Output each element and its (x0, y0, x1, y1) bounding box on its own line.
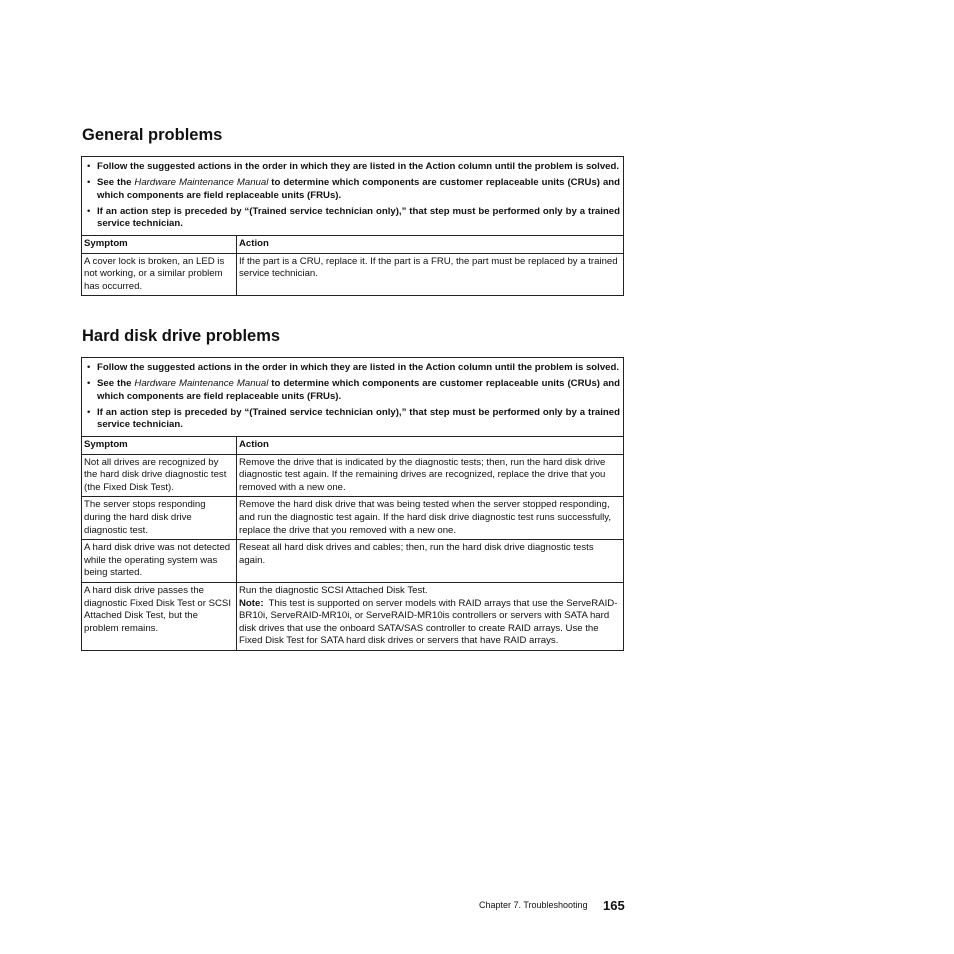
table-row (82, 540, 624, 583)
action-cell: If the part is a CRU, replace it. If the part is a FRU, the part must be replaced by a trained service technician. (237, 253, 624, 296)
chapter-footer: Chapter 7. Troubleshooting (479, 900, 588, 910)
action-cell (237, 582, 624, 650)
page-number: 165 (603, 898, 625, 913)
note-body: This test is supported on server models with RAID arrays that use the ServeRAID-BR10i, ServeRAID-MR10i, or ServeRAID-MR10is controllers or servers with SATA hard disk drives that use the onboard SATA/SAS controller to create RAID arrays. Use the Fixed Disk Test for SATA hard disk drives or servers that have RAID arrays. (239, 597, 618, 647)
action-cell: Remove the drive that is indicated by the diagnostic tests; then, run the hard disk drive diagnostic test again. If the remaining drives are recognized, replace the drive that you removed with a new one. (237, 454, 624, 497)
notes-list (84, 159, 620, 233)
notes-row (82, 358, 624, 437)
note-text: to determine which components are customer replaceable units (CRUs) and which components are field replaceable units (FRUs). (97, 378, 621, 402)
hdd-problems-table (81, 357, 624, 651)
note-text: Follow the suggested actions in the order in which they are listed in the Action column until the problem is solved. (97, 161, 620, 172)
note-text: to determine which components are customer replaceable units (CRUs) and which components are field replaceable units (FRUs). (97, 177, 621, 201)
symptom-cell: A cover lock is broken, an LED is not working, or a similar problem has occurred. (82, 253, 237, 296)
table-header-row (82, 235, 624, 253)
notes-cell (82, 157, 624, 236)
symptom-cell: A hard disk drive was not detected while the operating system was being started. (82, 540, 237, 583)
notes-cell (82, 358, 624, 437)
section-title-general: General problems (82, 126, 223, 144)
action-header: Action (237, 235, 624, 253)
note-text: See the (97, 177, 135, 189)
table-row (82, 582, 624, 650)
note-text: If an action step is preceded by “(Trained service technician only),” that step must be performed only by a trained service technician. (97, 205, 620, 230)
table-row (82, 454, 624, 497)
bullet-icon: • (87, 177, 91, 189)
action-text: Run the diagnostic SCSI Attached Disk Test. (239, 584, 428, 596)
note-text: If an action step is preceded by “(Trained service technician only),” that step must be performed only by a trained service technician. (97, 406, 620, 431)
action-header: Action (237, 436, 624, 454)
note-item (84, 161, 620, 174)
bullet-icon: • (87, 406, 91, 418)
bullet-icon: • (87, 378, 91, 390)
table-header-row (82, 436, 624, 454)
general-problems-table (81, 156, 624, 296)
symptom-cell: Not all drives are recognized by the hard disk drive diagnostic test (the Fixed Disk Test). (82, 454, 237, 497)
symptom-cell: A hard disk drive passes the diagnostic Fixed Disk Test or SCSI Attached Disk Test, but the problem remains. (82, 582, 237, 650)
bullet-icon: • (87, 161, 91, 172)
note-text: See the (97, 378, 135, 390)
note-item (84, 378, 620, 403)
note-label: Note: (239, 597, 264, 609)
manual-title: Hardware Maintenance Manual (134, 378, 269, 390)
symptom-header: Symptom (82, 436, 237, 454)
section-title-hdd: Hard disk drive problems (82, 327, 281, 345)
symptom-header: Symptom (82, 235, 237, 253)
table-row (82, 497, 624, 540)
manual-title: Hardware Maintenance Manual (134, 177, 269, 189)
note-item (84, 206, 620, 231)
symptom-cell: The server stops responding during the hard disk drive diagnostic test. (82, 497, 237, 540)
note-item (84, 407, 620, 432)
note-text: Follow the suggested actions in the order in which they are listed in the Action column until the problem is solved. (97, 362, 620, 373)
notes-row (82, 157, 624, 236)
bullet-icon: • (87, 362, 91, 373)
note-item (84, 362, 620, 375)
bullet-icon: • (87, 205, 91, 217)
table-row (82, 253, 624, 296)
action-cell: Reseat all hard disk drives and cables; then, run the hard disk drive diagnostic tests again. (237, 540, 624, 583)
action-note (239, 598, 620, 648)
action-cell: Remove the hard disk drive that was being tested when the server stopped responding, and run the diagnostic test again. If the hard disk drive diagnostic test runs successfully, replace the drive that you removed with a new one. (237, 497, 624, 540)
notes-list (84, 360, 620, 434)
note-item (84, 177, 620, 202)
